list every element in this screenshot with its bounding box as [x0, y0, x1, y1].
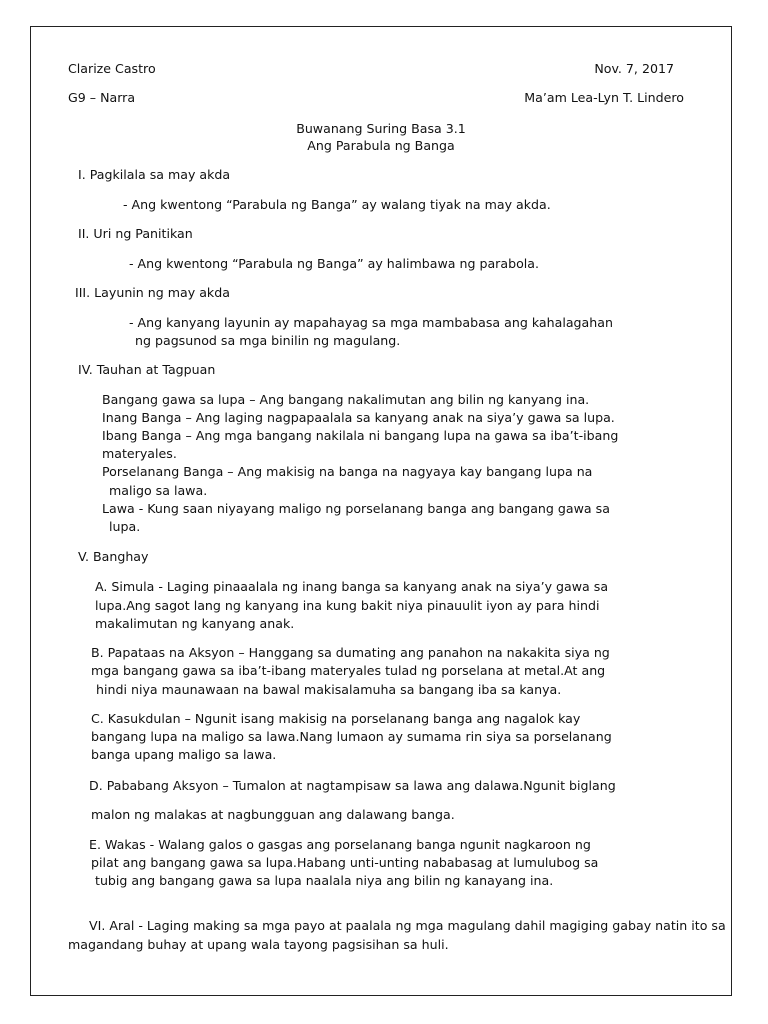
plot-kasukdulan-line: C. Kasukdulan – Ngunit isang makisig na porselanang banga ang nagalok kay — [91, 711, 581, 726]
plot-wakas-line: tubig ang bangang gawa sa lupa naalala niya ang bilin ng kanayang ina. — [95, 873, 554, 888]
plot-kasukdulan-line: bangang lupa na maligo sa lawa.Nang lumaon ay sumama rin siya sa porselanang — [91, 729, 612, 744]
title-line-2: Ang Parabula ng Banga — [307, 138, 455, 153]
character-line: Lawa - Kung saan niyayang maligo ng porselanang banga ang bangang gawa sa — [102, 501, 610, 516]
plot-papataas-line: mga bangang gawa sa iba’t-ibang materyales tulad ng porselana at metal.At ang — [91, 663, 606, 678]
aral-line: VI. Aral - Laging making sa mga payo at paalala ng mga magulang dahil magiging gabay natin ito sa — [89, 918, 726, 933]
plot-kasukdulan-line: banga upang maligo sa lawa. — [91, 747, 277, 762]
date: Nov. 7, 2017 — [594, 61, 674, 76]
aral-line: magandang buhay at upang wala tayong pagsisihan sa huli. — [68, 937, 449, 952]
plot-pababang-line: malon ng malakas at nagbungguan ang dalawang banga. — [91, 807, 455, 822]
section-5-heading: V. Banghay — [78, 549, 149, 564]
section-name: G9 – Narra — [68, 90, 136, 105]
section-3-heading: III. Layunin ng may akda — [75, 285, 230, 300]
character-line: Ibang Banga – Ang mga bangang nakilala ni bangang lupa na gawa sa iba’t-ibang — [102, 428, 619, 443]
plot-wakas-line: E. Wakas - Walang galos o gasgas ang porselanang banga ngunit nagkaroon ng — [89, 837, 591, 852]
plot-wakas-line: pilat ang bangang gawa sa lupa.Habang unti-unting nababasag at lumulubog sa — [91, 855, 599, 870]
section-4-heading: IV. Tauhan at Tagpuan — [78, 362, 216, 377]
plot-simula-line: makalimutan ng kanyang anak. — [95, 616, 295, 631]
plot-simula-line: lupa.Ang sagot lang ng kanyang ina kung bakit niya pinauulit iyon ay para hindi — [95, 598, 600, 613]
plot-pababang-line: D. Pababang Aksyon – Tumalon at nagtampisaw sa lawa ang dalawa.Ngunit biglang — [89, 778, 616, 793]
title-line-1: Buwanang Suring Basa 3.1 — [296, 121, 466, 136]
character-line: Porselanang Banga – Ang makisig na banga na nagyaya kay bangang lupa na — [102, 464, 593, 479]
character-line: materyales. — [102, 446, 177, 461]
section-2-line: - Ang kwentong “Parabula ng Banga” ay halimbawa ng parabola. — [129, 256, 539, 271]
section-3-line: ng pagsunod sa mga binilin ng magulang. — [135, 333, 401, 348]
character-line: Bangang gawa sa lupa – Ang bangang nakalimutan ang bilin ng kanyang ina. — [102, 392, 590, 407]
plot-papataas-line: hindi niya maunawaan na bawal makisalamuha sa bangang iba sa kanya. — [96, 682, 562, 697]
section-1-line: - Ang kwentong “Parabula ng Banga” ay walang tiyak na may akda. — [123, 197, 551, 212]
section-1-heading: I. Pagkilala sa may akda — [78, 167, 231, 182]
teacher-name: Ma’am Lea-Lyn T. Lindero — [524, 90, 684, 105]
section-3-line: - Ang kanyang layunin ay mapahayag sa mga mambabasa ang kahalagahan — [129, 315, 613, 330]
plot-simula-line: A. Simula - Laging pinaaalala ng inang banga sa kanyang anak na siya’y gawa sa — [95, 579, 609, 594]
section-2-heading: II. Uri ng Panitikan — [78, 226, 193, 241]
plot-papataas-line: B. Papataas na Aksyon – Hanggang sa dumating ang panahon na nakakita siya ng — [91, 645, 610, 660]
student-name: Clarize Castro — [68, 61, 156, 76]
character-line: maligo sa lawa. — [109, 483, 208, 498]
character-line: Inang Banga – Ang laging nagpapaalala sa kanyang anak na siya’y gawa sa lupa. — [102, 410, 615, 425]
character-line: lupa. — [109, 519, 141, 534]
